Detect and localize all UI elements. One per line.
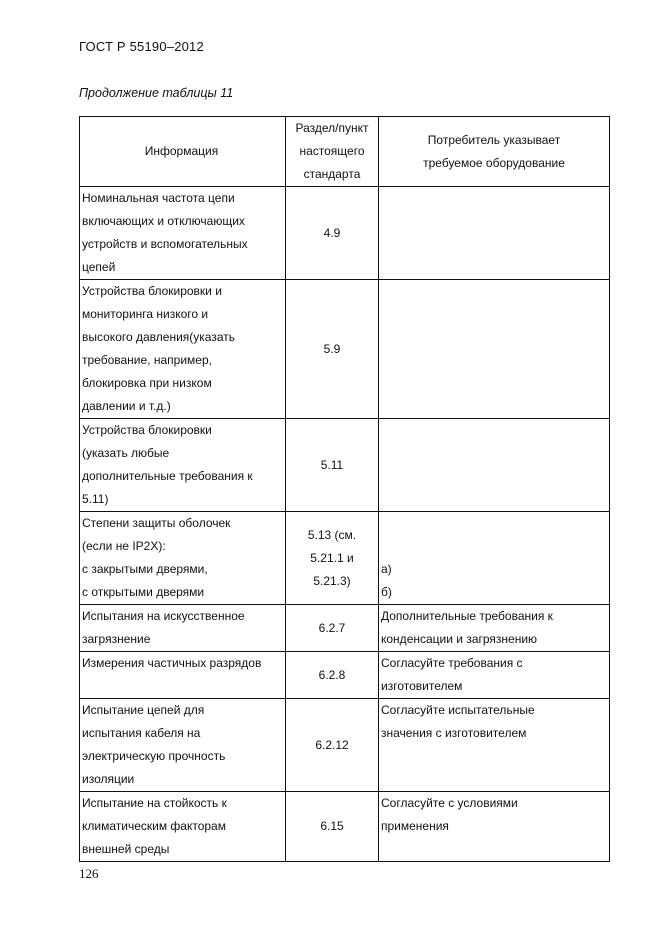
cell-information: Испытания на искусственное загрязнение (80, 605, 286, 652)
cell-information: Испытание цепей для испытания кабеля на электрическую прочность изоляции (80, 699, 286, 792)
cell-information: Испытание на стойкость к климатическим факторам внешней среды (80, 792, 286, 862)
table-row (80, 512, 610, 605)
table-header-row (80, 117, 610, 187)
cell-information: Измерения частичных разрядов (80, 652, 286, 699)
cell-requirement: Согласуйте испытательные значения с изготовителем (379, 699, 610, 792)
cell-requirement: Дополнительные требования к конденсации и загрязнению (379, 605, 610, 652)
cell-section: 6.2.8 (286, 652, 379, 699)
table-row (80, 652, 610, 699)
table-row (80, 419, 610, 512)
column-header-information: Информация (80, 117, 286, 187)
table-row (80, 187, 610, 280)
cell-requirement (379, 419, 610, 512)
cell-requirement: Согласуйте с условиями применения (379, 792, 610, 862)
table-row (80, 605, 610, 652)
cell-requirement (379, 187, 610, 280)
document-header: ГОСТ Р 55190–2012 (79, 39, 204, 54)
cell-requirement: а) б) (379, 512, 610, 605)
page-number: 126 (79, 866, 99, 881)
cell-requirement (379, 280, 610, 419)
cell-section: 4.9 (286, 187, 379, 280)
cell-section: 5.11 (286, 419, 379, 512)
table-caption: Продолжение таблицы 11 (79, 86, 234, 100)
table-row (80, 699, 610, 792)
cell-information: Номинальная частота цепи включающих и отключающих устройств и вспомогательных цепей (80, 187, 286, 280)
column-header-section: Раздел/пункт настоящего стандарта (286, 117, 379, 187)
cell-section: 6.2.7 (286, 605, 379, 652)
table-row (80, 280, 610, 419)
cell-section: 6.15 (286, 792, 379, 862)
table-row (80, 792, 610, 862)
cell-requirement: Согласуйте требования с изготовителем (379, 652, 610, 699)
cell-section: 5.13 (см. 5.21.1 и 5.21.3) (286, 512, 379, 605)
cell-information: Устройства блокировки и мониторинга низкого и высокого давления(указать требование, например, блокировка при низком давлении и т.д.) (80, 280, 286, 419)
specification-table (79, 116, 610, 862)
cell-section: 5.9 (286, 280, 379, 419)
cell-section: 6.2.12 (286, 699, 379, 792)
column-header-required-equipment: Потребитель указывает требуемое оборудование (379, 117, 610, 187)
cell-information: Устройства блокировки (указать любые дополнительные требования к 5.11) (80, 419, 286, 512)
cell-information: Степени защиты оболочек (если не IP2X): с закрытыми дверями, с открытыми дверями (80, 512, 286, 605)
